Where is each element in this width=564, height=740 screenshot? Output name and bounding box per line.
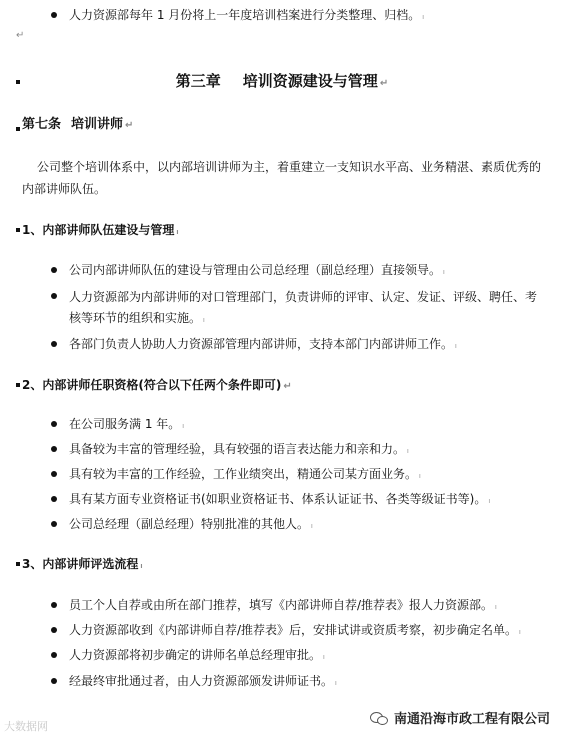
account-name: 南通沿海市政工程有限公司 [393,712,550,727]
bullet-icon [51,627,57,633]
chapter-heading [0,70,564,95]
paragraph-mark-icon: ₗ [419,470,421,481]
list-item-text: 具备较为丰富的管理经验，具有较强的语言表达能力和亲和力。 [69,442,406,456]
bullet-icon [51,446,57,452]
list-item [48,335,544,355]
section-heading-text: 1、内部讲师队伍建设与管理 [22,223,175,237]
paragraph-mark-icon: ↵ [125,120,134,131]
paragraph-mark-icon: ₗ [407,445,409,456]
list-item-text: 具有某方面专业资格证书(如职业资格证书、体系认证证书、各类等级证书等)。 [69,492,487,506]
list-item-text: 员工个人自荐或由所在部门推荐，填写《内部讲师自荐/推荐表》报人力资源部。 [69,598,494,612]
section-heading [22,555,143,575]
bullet-icon [51,421,57,427]
list-item-text: 人力资源部收到《内部讲师自荐/推荐表》后，安排试讲或资质考察，初步确定名单。 [69,623,518,637]
list-item [48,515,544,535]
bullet-icon [51,678,57,684]
bullet-icon [51,293,57,299]
paragraph-mark-icon: ₗ [182,420,184,431]
paragraph-mark-icon: ↵ [16,30,25,41]
list-marker-icon [16,383,20,387]
list-item-text: 人力资源部为内部讲师的对口管理部门，负责讲师的评审、认定、发证、评级、聘任、考核等环节的组织和实施。 [69,290,538,325]
list-item-text: 经最终审批通过者，由人力资源部颁发讲师证书。 [69,674,334,688]
list-item [48,415,544,435]
list-item-text: 人力资源部每年 1 月份将上一年度培训档案进行分类整理、归档。 [69,8,421,22]
list-item [48,440,544,460]
intro-paragraph: 公司整个培训体系中，以内部培训讲师为主，着重建立一支知识水平高、业务精湛、素质优秀的内部讲师队伍。 [22,160,542,196]
list-item-text: 公司总经理（副总经理）特别批准的其他人。 [69,517,310,531]
list-marker-icon [16,562,20,566]
list-item [48,261,544,281]
bullet-icon [51,267,57,273]
bullet-icon [51,602,57,608]
bullet-icon [51,521,57,527]
list-item [48,646,544,666]
list-item-text: 人力资源部将初步确定的讲师名单总经理审批。 [69,648,322,662]
list-item [48,287,544,330]
list-marker-icon [16,228,20,232]
paragraph-mark-icon: ₗ [519,626,521,637]
paragraph-mark-icon: ₗ [203,314,205,325]
bullet-icon [51,471,57,477]
list-item-text: 各部门负责人协助人力资源部管理内部讲师，支持本部门内部讲师工作。 [69,337,454,351]
paragraph-mark-icon: ₗ [176,226,179,237]
section-heading [22,221,179,241]
account-watermark [370,708,550,727]
paragraph-mark-icon: ↵ [379,78,389,89]
chat-bubble-icon [370,711,388,725]
bullet-icon [51,12,57,18]
article-heading [22,116,133,135]
list-item-text: 公司内部讲师队伍的建设与管理由公司总经理（副总经理）直接领导。 [69,263,442,277]
list-item [48,596,544,616]
article-title: 培训讲师 [71,117,124,132]
paragraph-mark-icon: ₗ [335,677,337,688]
chapter-title: 培训资源建设与管理 [242,72,378,90]
list-item [48,490,544,510]
list-item [48,621,544,641]
section-heading-text: 3、内部讲师评选流程 [22,557,139,571]
paragraph-mark-icon: ₗ [422,11,424,22]
list-item-text: 在公司服务满 1 年。 [69,417,181,431]
bullet-icon [51,341,57,347]
paragraph-mark-icon: ₗ [311,520,313,531]
section-heading-text: 2、内部讲师任职资格(符合以下任两个条件即可) [22,378,282,392]
list-marker-icon [16,127,20,131]
watermark-text: 大数据网 [4,720,48,733]
bullet-icon [51,652,57,658]
paragraph-mark-icon: ₗ [323,651,325,662]
bullet-icon [51,496,57,502]
chapter-number: 第三章 [175,72,221,90]
list-item-text: 具有较为丰富的工作经验，工作业绩突出，精通公司某方面业务。 [69,467,418,481]
list-item [48,672,544,692]
paragraph-mark-icon: ₗ [140,560,143,571]
paragraph-mark-icon: ₗ [455,340,457,351]
section-heading [22,376,292,396]
paragraph-mark-icon: ↵ [283,381,292,392]
paragraph-mark-icon: ₗ [488,495,491,506]
article-number: 第七条 [22,117,62,132]
list-item [48,6,544,26]
paragraph-mark-icon: ₗ [443,266,445,277]
paragraph-mark-icon: ₗ [495,601,497,612]
list-item [48,465,544,485]
